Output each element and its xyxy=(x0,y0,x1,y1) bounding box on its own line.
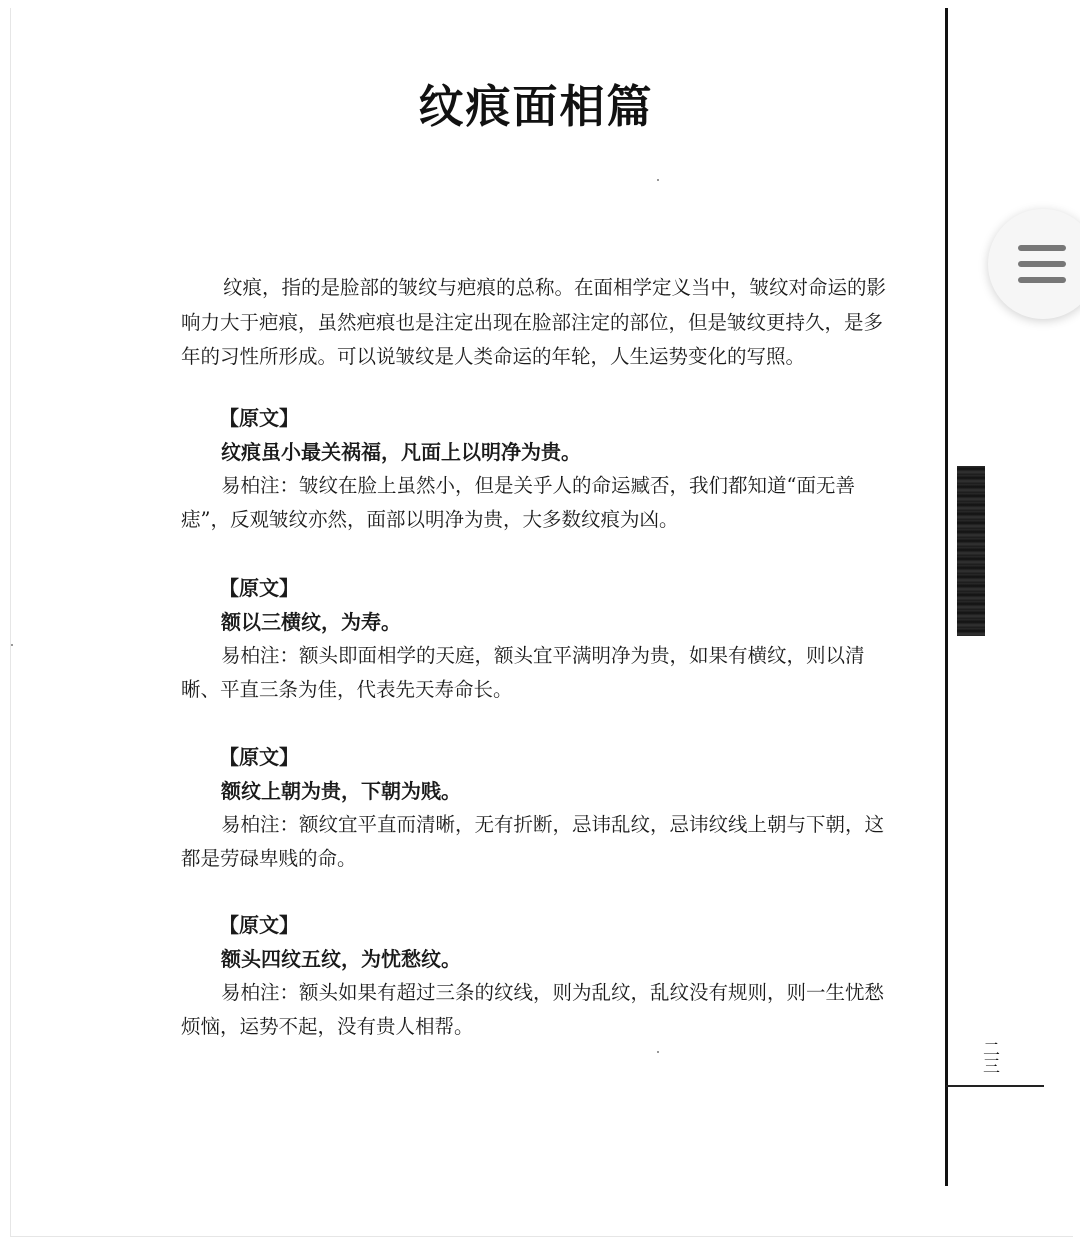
section-heading: 【原文】 xyxy=(219,913,299,937)
intro-paragraph: 纹痕，指的是脸部的皱纹与疤痕的总称。在面相学定义当中，皱纹对命运的影响力大于疤痕，虽然疤痕也是注定出现在脸部注定的部位，但是皱纹更持久，是多年的习性所形成。可以说皱纹是人类命运的年轮，人生运势变化的写照。 xyxy=(181,276,887,368)
page-number: 二三 xyxy=(979,1040,999,1074)
scan-speck xyxy=(657,1051,659,1053)
chapter-tab-marker xyxy=(957,466,985,636)
original-text: 额纹上朝为贵，下朝为贱。 xyxy=(221,779,461,803)
book-page xyxy=(10,8,1073,1237)
section-heading: 【原文】 xyxy=(219,406,299,430)
page-title: 纹痕面相篇 xyxy=(418,80,654,133)
original-text: 额以三横纹，为寿。 xyxy=(221,610,401,634)
margin-horizontal-rule xyxy=(946,1085,1044,1087)
section-2 xyxy=(181,571,901,707)
section-4 xyxy=(181,908,901,1044)
hamburger-menu-icon xyxy=(1018,245,1066,283)
annotation-text: 易柏注：额头如果有超过三条的纹线，则为乱纹，乱纹没有规则，则一生忧愁烦恼，运势不起，没有贵人相帮。 xyxy=(181,981,885,1038)
annotation-text: 易柏注：额纹宜平直而清晰，无有折断，忌讳乱纹，忌讳纹线上朝与下朝，这都是劳碌卑贱的命。 xyxy=(181,813,885,870)
scan-speck xyxy=(11,644,13,646)
section-heading: 【原文】 xyxy=(219,745,299,769)
section-1 xyxy=(181,401,901,537)
original-text: 纹痕虽小最关祸福，凡面上以明净为贵。 xyxy=(221,440,581,464)
margin-vertical-rule xyxy=(945,8,948,1186)
annotation-text: 易柏注：皱纹在脸上虽然小，但是关乎人的命运臧否，我们都知道“面无善痣”，反观皱纹亦然，面部以明净为贵，大多数纹痕为凶。 xyxy=(181,474,855,531)
annotation-text: 易柏注：额头即面相学的天庭，额头宜平满明净为贵，如果有横纹，则以清晰、平直三条为佳，代表先天寿命长。 xyxy=(181,644,865,701)
section-heading: 【原文】 xyxy=(219,576,299,600)
section-3 xyxy=(181,740,901,876)
original-text: 额头四纹五纹，为忧愁纹。 xyxy=(221,947,461,971)
scan-speck xyxy=(657,179,659,181)
